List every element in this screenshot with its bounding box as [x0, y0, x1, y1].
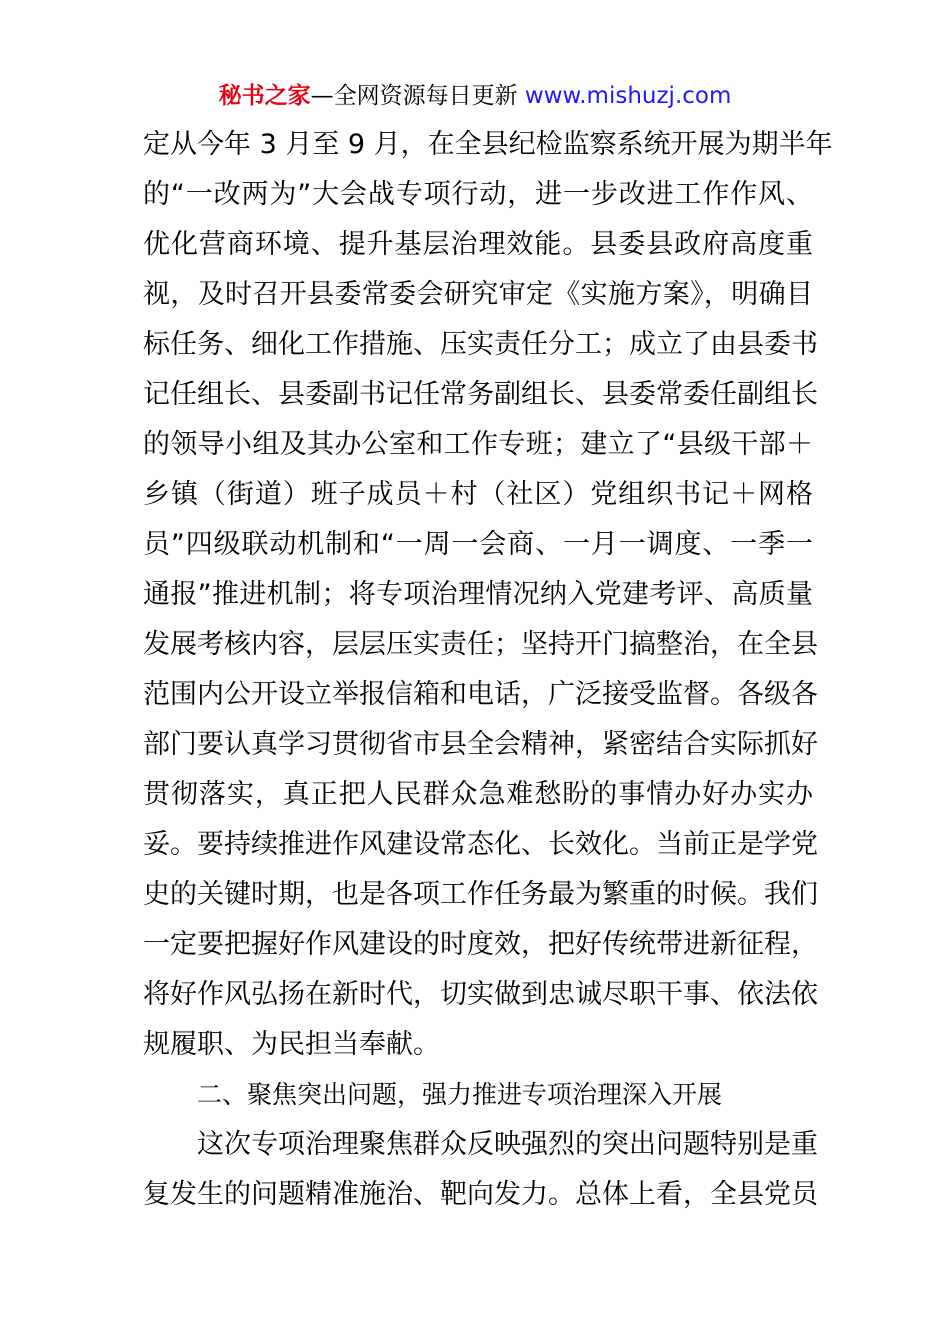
site-url-link[interactable]: www.mishuzj.com	[524, 83, 732, 109]
text-line: 将好作风弘扬在新时代，切实做到忠诚尽职干事、依法依	[143, 979, 818, 1010]
text-line: 优化营商环境、提升基层治理效能。县委县政府高度重	[143, 229, 813, 260]
section-heading: 二、聚焦突出问题，强力推进专项治理深入开展	[197, 1080, 723, 1109]
text-line: 范围内公开设立举报信箱和电话，广泛接受监督。各级各	[143, 679, 818, 710]
text-line: 通报”推进机制；将专项治理情况纳入党建考评、高质量	[143, 579, 813, 610]
text-line: 的领导小组及其办公室和工作专班；建立了“县级干部＋	[143, 429, 813, 460]
site-brand: 秘书之家	[218, 83, 311, 109]
text-line: 定从今年 3 月至 9 月，在全县纪检监察系统开展为期半年	[143, 129, 833, 160]
text-line: 记任组长、县委副书记任常务副组长、县委常委任副组长	[143, 379, 818, 410]
text-line: 部门要认真学习贯彻省市县全会精神，紧密结合实际抓好	[143, 729, 818, 760]
text-line: 这次专项治理聚焦群众反映强烈的突出问题特别是重	[197, 1129, 818, 1160]
text-line: 视，及时召开县委常委会研究审定《实施方案》，明确目	[143, 279, 813, 310]
site-slogan: —全网资源每日更新	[310, 83, 525, 109]
text-line: 标任务、细化工作措施、压实责任分工；成立了由县委书	[143, 329, 818, 360]
text-line: 规履职、为民担当奉献。	[143, 1029, 440, 1060]
text-line: 妥。要持续推进作风建设常态化、长效化。当前正是学党	[143, 829, 818, 860]
text-line: 的“一改两为”大会战专项行动，进一步改进工作作风、	[143, 179, 813, 210]
text-line: 发展考核内容，层层压实责任；坚持开门搞整治，在全县	[143, 629, 818, 660]
document-body	[143, 120, 833, 1220]
text-line: 史的关键时期，也是各项工作任务最为繁重的时候。我们	[143, 879, 818, 910]
text-line: 员”四级联动机制和“一周一会商、一月一调度、一季一	[143, 529, 813, 560]
text-line: 贯彻落实，真正把人民群众急难愁盼的事情办好办实办	[143, 779, 813, 810]
text-line: 一定要把握好作风建设的时度效，把好传统带进新征程，	[143, 929, 818, 960]
text-line: 复发生的问题精准施治、靶向发力。总体上看，全县党员	[143, 1179, 818, 1210]
page-header	[0, 80, 950, 112]
text-line: 乡镇（街道）班子成员＋村（社区）党组织书记＋网格	[143, 479, 813, 510]
